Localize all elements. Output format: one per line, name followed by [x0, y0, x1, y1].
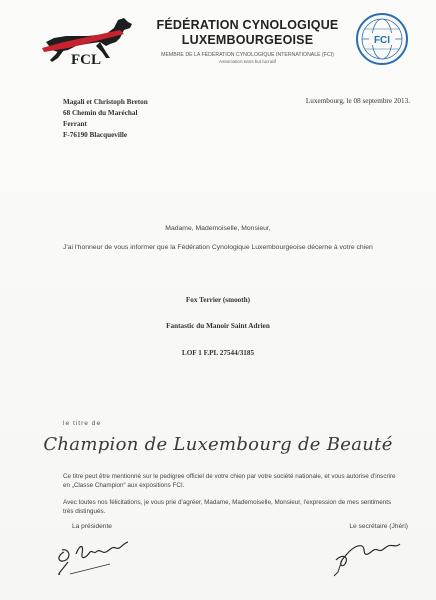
pedigree-paragraph: Ce titre peut être mentionné sur le pedigree officiel de votre chien par votre société nationale, et vous autorise d'inscrire en „Classe Champion“ aux expositions FCI. [63, 473, 396, 489]
fcl-logo-text: FCL [71, 52, 101, 68]
secretary-role: Le secrétaire (Jhéri) [349, 523, 408, 530]
federation-name-line1: FÉDÉRATION CYNOLOGIQUE [156, 18, 339, 32]
president-role: La présidente [72, 523, 112, 530]
recipient-street: 68 Chemin du Maréchal [63, 109, 138, 117]
letter-date: Luxembourg, le 08 septembre 2013. [305, 97, 410, 105]
secretary-signature [328, 530, 408, 578]
dog-breed: Fox Terrier (smooth) [185, 296, 251, 304]
dog-name: Fantastic du Manoir Saint Adrien [166, 322, 270, 330]
championship-title: Champion de Luxembourg de Beauté [43, 434, 393, 455]
recipient-city: F-76190 Blacqueville [63, 131, 128, 139]
salutation: Madame, Mademoiselle, Monsieur, [165, 225, 271, 232]
president-signature [50, 530, 136, 580]
recipient-name: Magali et Christoph Breton [63, 98, 148, 106]
federation-header [140, 18, 355, 64]
recipient-address [63, 97, 148, 141]
membership-line: MEMBRE DE LA FÉDÉRATION CYNOLOGIQUE INTERNATIONALE (FCI) [161, 52, 334, 58]
fci-logo-text: FCI [373, 35, 391, 46]
association-line: Association sans but lucratif [219, 59, 276, 64]
recipient-street-cont: Ferrant [63, 120, 87, 128]
closing-paragraph: Avec toutes nos félicitations, je vous prie d'agréer, Madame, Mademoiselle, Monsieur, l'expression de mes sentiments très distingués. [63, 499, 392, 515]
fci-globe-logo [355, 12, 409, 66]
intro-paragraph: J'ai l'honneur de vous informer que la Fédération Cynologique Luxembourgeoise décerne à votre chien [63, 244, 373, 251]
fcl-dog-logo [40, 12, 138, 68]
dog-registration: LOF 1 F.PL 27544/3185 [181, 349, 255, 357]
title-label: le titre de [63, 420, 102, 427]
federation-name-line2: LUXEMBOURGEOISE [181, 33, 314, 47]
